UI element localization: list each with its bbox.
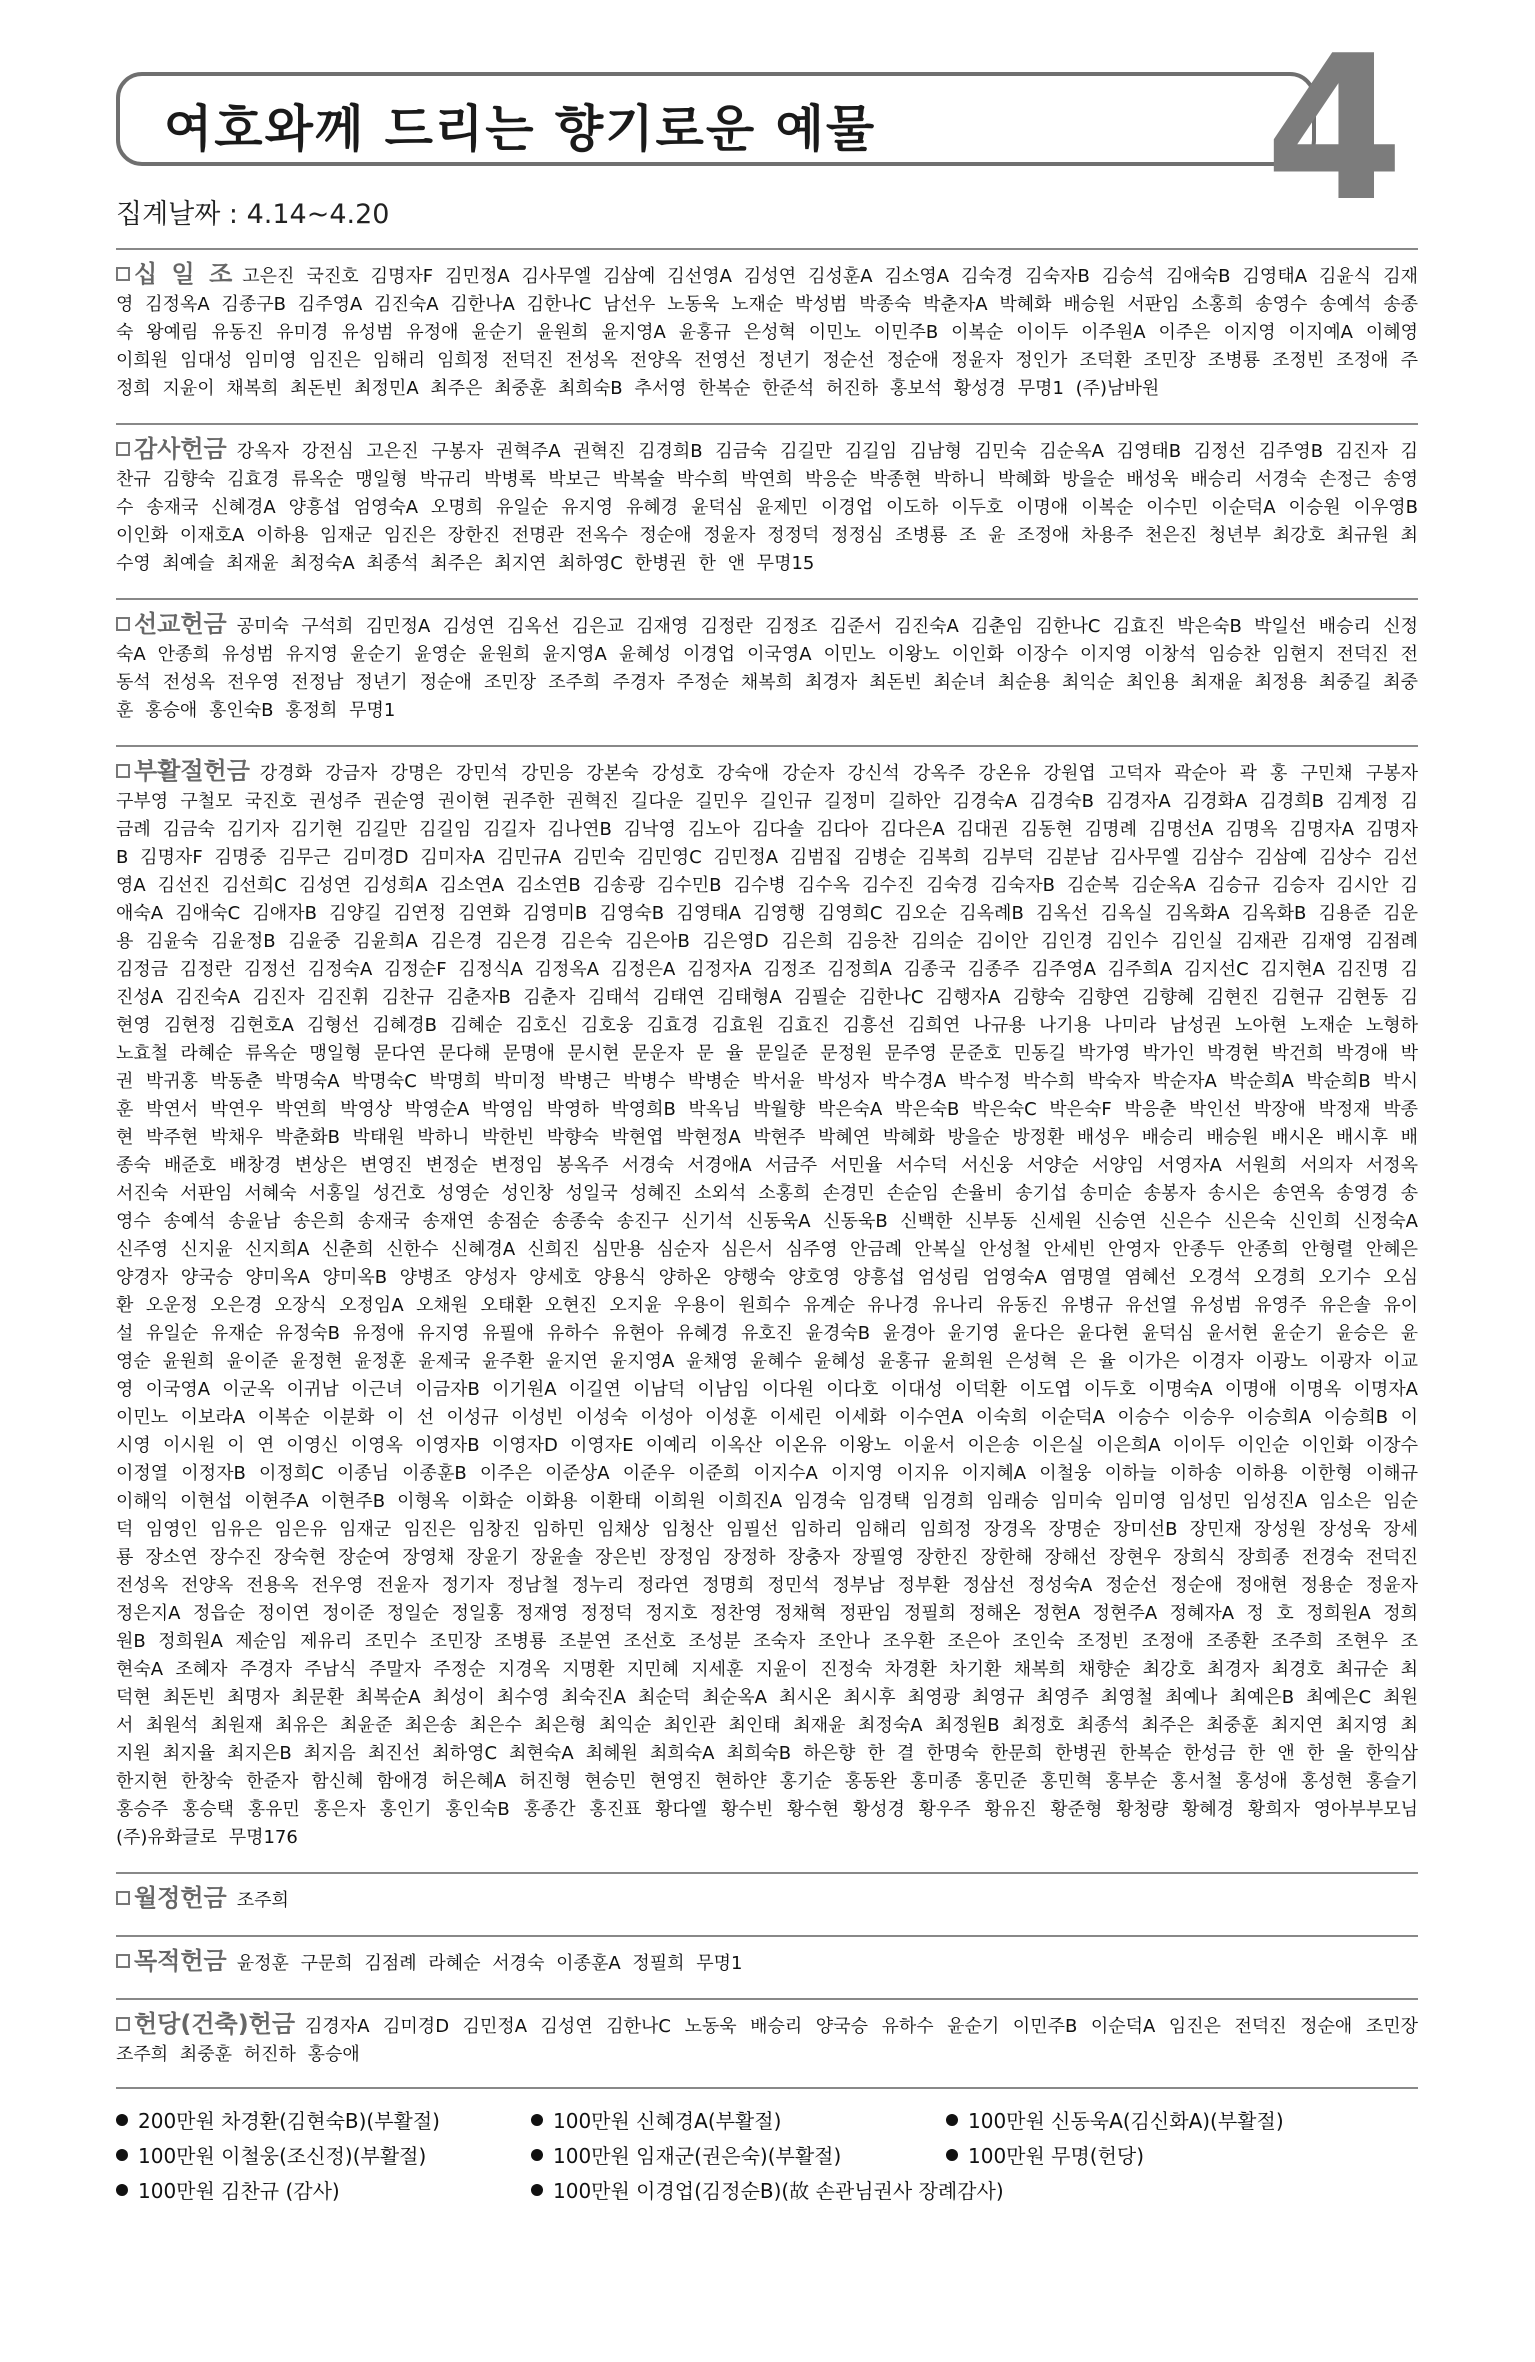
- bullet-icon: [116, 2184, 128, 2196]
- bullet-icon: [116, 2149, 128, 2161]
- donor-names: 고은진 국진호 김명자F 김민정A 김사무엘 김삼예 김선영A 김성연 김성훈A 김소영A 김숙경 김숙자B 김승석 김애숙B 김영태A 김윤식 김재영 김정옥A 김종구B 김주영A 김진숙A 김한나A 김한나C 남선우 노동욱 노재순 박성범 박종숙 박춘자A 박혜화 배승원 서판임 소홍희 송영수 송예석 송종숙 왕예림 유동진 유미경 유성범 유정애 윤순기 윤원희 윤지영A 윤홍규 은성혁 이민노 이민주B 이복순 이이두 이주원A 이주은 이지영 이지예A 이혜영 이희원 임대성 임미영 임진은 임해리 임희정 전덕진 전성옥 전양옥 전영선 정년기 정순선 정순애 정윤자 정인가 조덕환 조민장 조병룡 조정빈 조정애 주정희 지윤이 채복희 최돈빈 최정민A 최주은 최중훈 최희숙B 추서영 한복순 한준석 허진하 홍보석 황성경 무명1 (주)남바원: [116, 266, 1418, 399]
- bullet-icon: [531, 2114, 543, 2126]
- section-building: [116, 1998, 1418, 2081]
- section-body: [116, 757, 1418, 1852]
- section-purpose: [116, 1935, 1418, 1990]
- donor-names: 공미숙 구석희 김민정A 김성연 김옥선 김은교 김재영 김정란 김정조 김준서 김진숙A 김춘임 김한나C 김효진 박은숙B 박일선 배승리 신정숙A 안종희 유성범 유지영 윤순기 윤영순 윤원희 윤지영A 윤혜성 이경업 이국영A 이민노 이왕노 이인화 이장수 이지영 이창석 임승찬 임현지 전덕진 전동석 전성옥 전우영 전정남 정년기 정순애 조민장 조주희 주경자 주정순 채복희 최경자 최돈빈 최순녀 최순용 최익순 최인용 최재윤 최정용 최중길 최중훈 홍승애 홍인숙B 홍정희 무명1: [116, 616, 1418, 721]
- square-icon: [116, 1891, 130, 1905]
- large-gift-item: 100만원 이철웅(조신정)(부활절): [116, 2140, 531, 2169]
- section-heading: 목적헌금: [116, 1947, 227, 1975]
- section-heading: 헌당(건축)헌금: [116, 2010, 295, 2038]
- donor-names: 김경자A 김미경D 김민정A 김성연 김한나C 노동욱 배승리 양국승 유하수 윤순기 이민주B 이순덕A 임진은 전덕진 정순애 조민장 조주희 최중훈 허진하 홍승애: [116, 2016, 1418, 2065]
- offering-page: [116, 13, 1418, 2204]
- section-body: [116, 1947, 1418, 1978]
- bullet-icon: [116, 2114, 128, 2126]
- section-heading: 감사헌금: [116, 435, 227, 463]
- section-body: [116, 610, 1418, 725]
- section-body: [116, 260, 1418, 403]
- section-monthly: [116, 1872, 1418, 1927]
- square-icon: [116, 267, 130, 281]
- large-gift-item: 200만원 차경환(김현숙B)(부활절): [116, 2105, 531, 2134]
- section-heading: 선교헌금: [116, 610, 227, 638]
- section-mission: [116, 598, 1418, 737]
- section-heading: 십 일 조: [116, 260, 232, 288]
- donor-names: 강옥자 강전심 고은진 구봉자 권혁주A 권혁진 김경희B 김금숙 김길만 김길임 김남형 김민숙 김순옥A 김영태B 김정선 김주영B 김진자 김찬규 김향숙 김효경 류옥순 맹일형 박규리 박병록 박보근 박복술 박수희 박연희 박응순 박종현 박하니 박혜화 방을순 배성욱 배승리 서경숙 손정근 송영수 송재국 신혜경A 양흥섭 엄영숙A 오명희 유일순 유지영 유혜경 윤덕심 윤제민 이경업 이도하 이두호 이명애 이복순 이수민 이순덕A 이승원 이우영B 이인화 이재호A 이하용 임재군 임진은 장한진 전명관 전옥수 정순애 정윤자 정정덕 정정심 조병룡 조 윤 조정애 차용주 천은진 청년부 최강호 최규원 최수영 최예슬 최재윤 최정숙A 최종석 최주은 최지연 최하영C 한병권 한 앤 무명15: [116, 441, 1418, 574]
- square-icon: [116, 2017, 130, 2031]
- large-gift-item: 100만원 신혜경A(부활절): [531, 2105, 946, 2134]
- bullet-icon: [531, 2149, 543, 2161]
- large-gift-item: 100만원 김찬규 (감사): [116, 2175, 531, 2204]
- issue-number: 4: [1264, 13, 1404, 246]
- donor-names: 윤정훈 구문희 김점례 라혜순 서경숙 이종훈A 정필희 무명1: [236, 1953, 743, 1974]
- bullet-icon: [946, 2114, 958, 2126]
- section-body: [116, 1884, 1418, 1915]
- bullet-icon: [946, 2149, 958, 2161]
- large-gift-list: [116, 2105, 1418, 2204]
- section-heading: 월정헌금: [116, 1884, 227, 1912]
- large-gift-item: 100만원 임재군(권은숙)(부활절): [531, 2140, 946, 2169]
- donor-names: 강경화 강금자 강명은 강민석 강민응 강본숙 강성호 강숙애 강순자 강신석 강옥주 강온유 강원엽 고덕자 곽순아 곽 홍 구민채 구봉자 구부영 구철모 국진호 권성주 권순영 권이현 권주한 권혁진 길다운 길민우 길인규 길정미 길하안 김경숙A 김경숙B 김경자A 김경화A 김경희B 김계정 김금례 김금숙 김기자 김기현 김길만 김길임 김길자 김나연B 김낙영 김노아 김다솔 김다아 김다은A 김대권 김동현 김명례 김명선A 김명옥 김명자A 김명자B 김명자F 김명중 김무근 김미경D 김미자A 김민규A 김민숙 김민영C 김민정A 김범집 김병순 김복희 김부덕 김분남 김사무엘 김삼수 김삼예 김상수 김선영A 김선진 김선희C 김성연 김성희A 김소연A 김소연B 김송광 김수민B 김수병 김수옥 김수진 김숙경 김숙자B 김순복 김순옥A 김승규 김승자 김시안 김애숙A 김애숙C 김애자B 김양길 김연정 김연화 김영미B 김영숙B 김영태A 김영행 김영희C 김오순 김옥례B 김옥선 김옥실 김옥화A 김옥화B 김용준 김운용 김윤숙 김윤정B 김윤중 김윤희A 김은경 김은경 김은숙 김은아B 김은영D 김은희 김응찬 김의순 김이안 김인경 김인수 김인실 김재관 김재영 김점례 김정금 김정란 김정선 김정숙A 김정순F 김정식A 김정옥A 김정은A 김정자A 김정조 김정희A 김종국 김종주 김주영A 김주희A 김지선C 김지현A 김진명 김진성A 김진숙A 김진자 김진휘 김찬규 김춘자B 김춘자 김태석 김태연 김태형A 김필순 김한나C 김행자A 김향숙 김향연 김향혜 김현진 김현규 김현동 김현영 김현정 김현호A 김형선 김혜경B 김혜순 김호신 김호웅 김효경 김효원 김효진 김흥선 김희연 나규용 나기용 나미라 남성권 노아현 노재순 노형하 노효철 라혜순 류옥순 맹일형 문다연 문다해 문명애 문시현 문운자 문 율 문일준 문정원 문주영 문준호 민동길 박가영 박가인 박경현 박건희 박경애 박 권 박귀홍 박동춘 박명숙A 박명숙C 박명희 박미정 박병근 박병수 박병순 박서윤 박성자 박수경A 박수정 박수희 박숙자 박순자A 박순희A 박순희B 박시훈 박연서 박연우 박연희 박영상 박영순A 박영임 박영하 박영희B 박옥님 박월향 박은숙A 박은숙B 박은숙C 박은숙F 박응춘 박인선 박장애 박정재 박종현 박주현 박채우 박춘화B 박태원 박하니 박한빈 박향숙 박현엽 박현정A 박현주 박혜연 박혜화 방을순 방정환 배성우 배승리 배승원 배시온 배시후 배종숙 배준호 배창경 변상은 변영진 변정순 변정임 봉옥주 서경숙 서경애A 서금주 서민율 서수덕 서신웅 서양순 서양임 서영자A 서원희 서의자 서정옥 서진숙 서판임 서혜숙 서홍일 성건호 성영순 성인창 성일국 성혜진 소외석 소홍희 손경민 손순임 손율비 송기섭 송미순 송봉자 송시은 송연옥 송영경 송영수 송예석 송윤남 송은희 송재국 송재연 송점순 송종숙 송진구 신기석 신동욱A 신동욱B 신백한 신부동 신세원 신승연 신은수 신은숙 신인희 신정숙A 신주영 신지윤 신지희A 신춘희 신한수 신혜경A 신희진 심만용 심순자 심은서 심주영 안금례 안복실 안성철 안세빈 안영자 안종두 안종희 안형렬 안혜은 양경자 양국승 양미옥A 양미옥B 양병조 양성자 양세호 양용식 양하온 양행숙 양호영 양흥섭 엄성림 엄영숙A 염명열 염혜선 오경석 오경희 오기수 오심환 오운정 오은경 오장식 오정임A 오채원 오태환 오현진 오지윤 우용이 원희수 유계순 유나경 유나리 유동진 유병규 유선열 유성범 유영주 유은솔 유이설 유일순 유재순 유정숙B 유정애 유지영 유필애 유하수 유현아 유혜경 유호진 윤경숙B 윤경아 윤기영 윤다은 윤다현 윤덕심 윤서현 윤순기 윤승은 윤영순 윤원희 윤이준 윤정현 윤정훈 윤제국 윤주환 윤지연 윤지영A 윤채영 윤혜수 윤혜성 윤홍규 윤희원 은성혁 은 율 이가은 이경자 이광노 이광자 이교영 이국영A 이군옥 이귀남 이근녀 이금자B 이기원A 이길연 이남덕 이남임 이다원 이다호 이대성 이덕환 이도엽 이두호 이명숙A 이명애 이명옥 이명자A 이민노 이보라A 이복순 이분화 이 선 이성규 이성빈 이성숙 이성아 이성훈 이세린 이세화 이수연A 이숙희 이순덕A 이승수 이승우 이승희A 이승희B 이시영 이시원 이 연 이영신 이영옥 이영자B 이영자D 이영자E 이예리 이옥산 이온유 이왕노 이윤서 이은송 이은실 이은희A 이이두 이인순 이인화 이장수 이정열 이정자B 이정희C 이종님 이종훈B 이주은 이준상A 이준우 이준희 이지수A 이지영 이지유 이지혜A 이철웅 이하늘 이하송 이하용 이한형 이해규 이해익 이현섭 이현주A 이현주B 이형옥 이화순 이화용 이환태 이희원 이희진A 임경숙 임경택 임경희 임래승 임미숙 임미영 임성민 임성진A 임소은 임순덕 임영인 임유은 임은유 임재군 임진은 임창진 임하민 임채상 임청산 임필선 임하리 임해리 임희정 장경옥 장명순 장미선B 장민재 장성원 장성욱 장세룡 장소연 장수진 장숙현 장순여 장영채 장윤기 장윤솔 장은빈 장정임 장정하 장충자 장필영 장한진 장한해 장해선 장현우 장희식 장희종 전경숙 전덕진 전성옥 전양옥 전용옥 전우영 전윤자 정기자 정남철 정누리 정라연 정명희 정민석 정부남 정부환 정삼선 정성숙A 정순선 정순애 정애현 정용순 정윤자 정은지A 정읍순 정이연 정이준 정일순 정일홍 정재영 정정덕 정지호 정찬영 정채혁 정판임 정필희 정해온 정현A 정현주A 정혜자A 정 호 정희원A 정희원B 정희원A 제순임 제유리 조민수 조민장 조병룡 조분연 조선호 조성분 조숙자 조안나 조우환 조은아 조인숙 조정빈 조정애 조종환 조주희 조현우 조현숙A 조혜자 주경자 주남식 주말자 주정순 지경옥 지명환 지민혜 지세훈 지윤이 진정숙 차경환 차기환 채복희 채향순 최강호 최경자 최경호 최규순 최덕현 최돈빈 최명자 최문환 최복순A 최성이 최수영 최숙진A 최순덕 최순옥A 최시온 최시후 최영광 최영규 최영주 최영철 최예나 최예은B 최예은C 최원서 최원석 최원재 최유은 최윤준 최은송 최은수 최은형 최익순 최인관 최인태 최재윤 최정숙A 최정원B 최정호 최종석 최주은 최중훈 최지연 최지영 최지원 최지율 최지은B 최지음 최진선 최하영C 최현숙A 최혜원 최희숙A 최희숙B 하은향 한 결 한명숙 한문희 한병권 한복순 한성금 한 앤 한 울 한익삼 한지현 한창숙 한준자 함신혜 함애경 허은혜A 허진형 현승민 현영진 현하얀 홍기순 홍동완 홍미종 홍민준 홍민혁 홍부순 홍서철 홍성애 홍성현 홍슬기 홍승주 홍승택 홍유민 홍은자 홍인기 홍인숙B 홍종간 홍진표 황다엘 황수빈 황수현 황성경 황우주 황유진 황준형 황청량 황혜경 황희자 영아부부모님 (주)유화글로 무명176: [116, 763, 1418, 1848]
- large-gift-item: 100만원 이경업(김정순B)(故 손관님권사 장례감사): [531, 2175, 946, 2204]
- section-body: [116, 2010, 1418, 2069]
- period-text: 집계날짜 : 4.14~4.20: [116, 199, 390, 230]
- section-body: [116, 435, 1418, 578]
- section-easter: [116, 745, 1418, 1864]
- section-thanksgiving: [116, 423, 1418, 590]
- donor-names: 조주희: [236, 1890, 289, 1911]
- large-gift-item: 100만원 무명(헌당): [946, 2140, 1361, 2169]
- section-heading: 부활절헌금: [116, 757, 250, 785]
- square-icon: [116, 442, 130, 456]
- page-title: 여호와께 드리는 향기로운 예물: [164, 100, 877, 158]
- square-icon: [116, 764, 130, 778]
- section-tithe: [116, 248, 1418, 415]
- divider: [116, 2087, 1418, 2089]
- large-gift-item: 100만원 신동욱A(김신화A)(부활절): [946, 2105, 1361, 2134]
- square-icon: [116, 1954, 130, 1968]
- title-box: [116, 72, 1316, 166]
- square-icon: [116, 617, 130, 631]
- bullet-icon: [531, 2184, 543, 2196]
